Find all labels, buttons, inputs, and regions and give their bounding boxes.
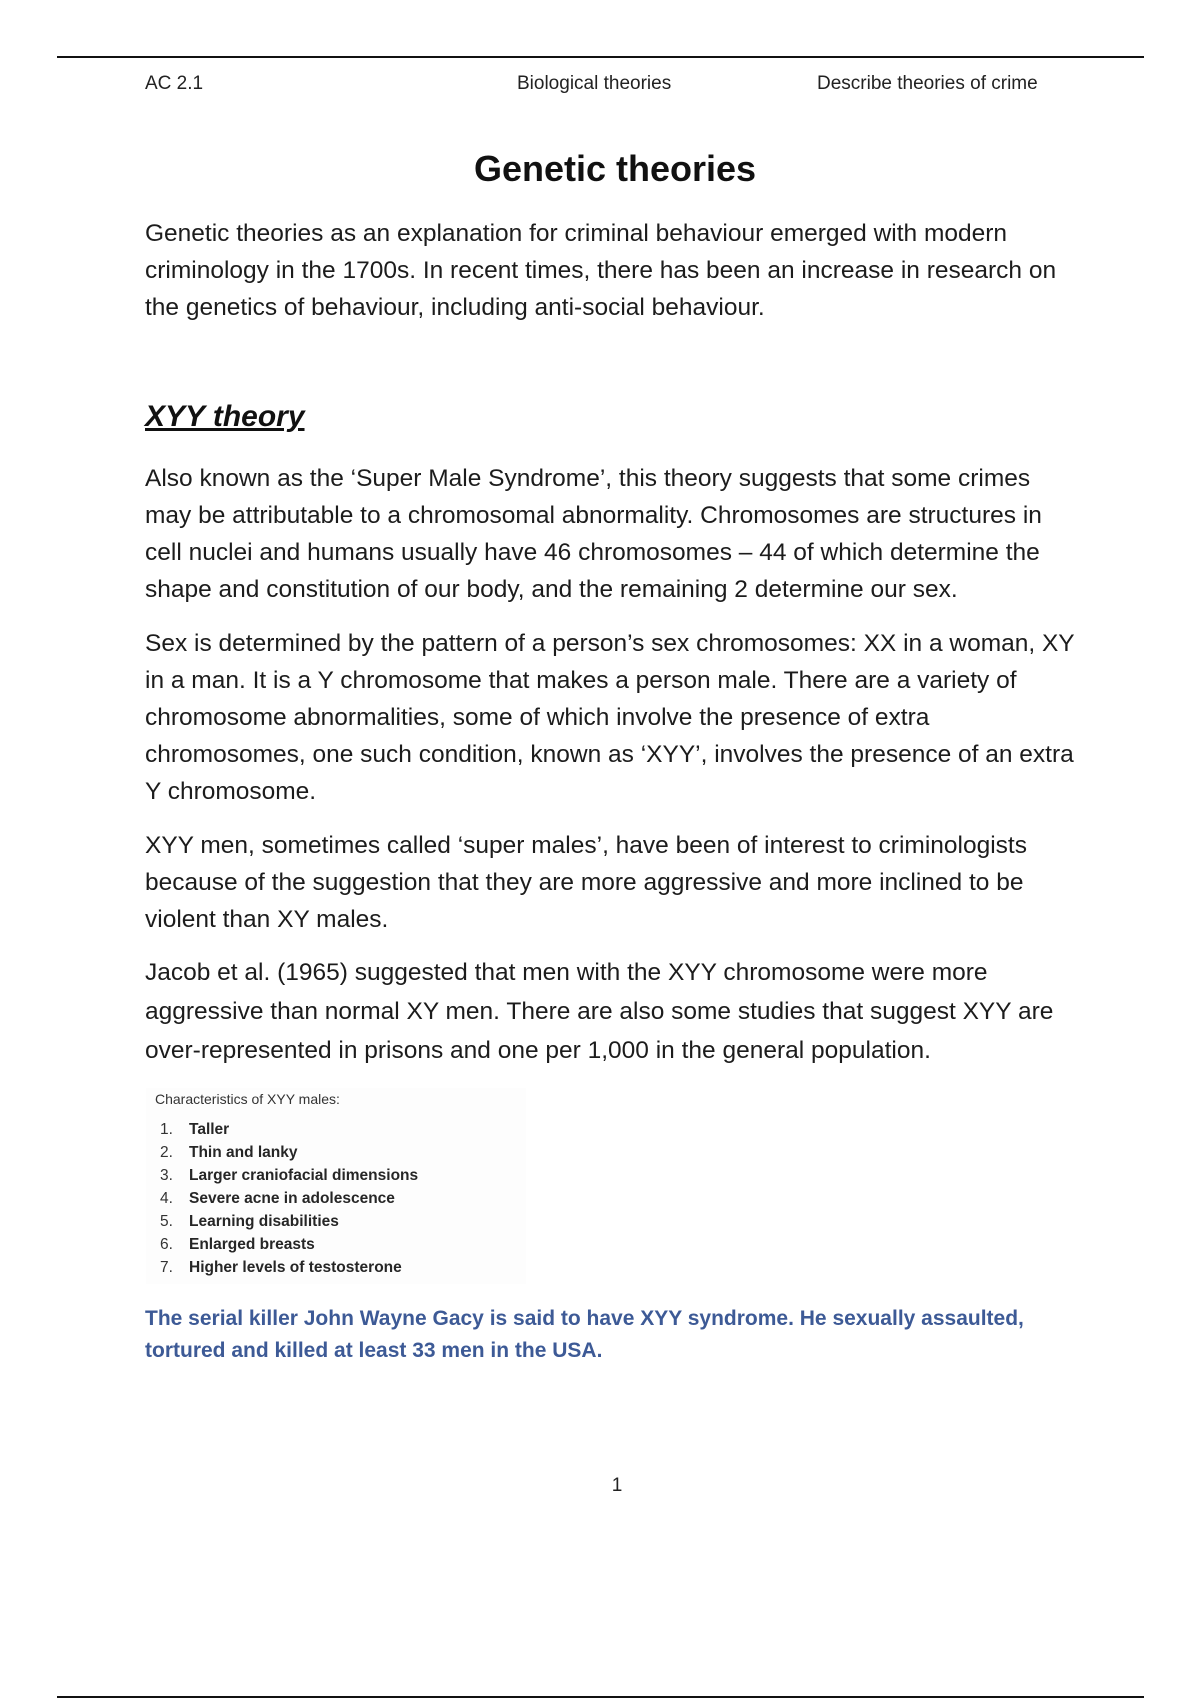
list-item-number: 6.	[160, 1236, 173, 1253]
intro-paragraph: Genetic theories as an explanation for criminal behaviour emerged with modern criminology in the 1700s. In recent times, there has been an increase in research on the genetics of behaviour, including anti-social behaviour.	[145, 220, 1057, 321]
list-item-text: Severe acne in adolescence	[189, 1190, 395, 1207]
list-item	[146, 1118, 418, 1141]
list-item-number: 4.	[160, 1190, 173, 1207]
highlight-note: The serial killer John Wayne Gacy is said to have XYY syndrome. He sexually assaulted, tortured and killed at least 33 men in the USA.	[145, 1307, 1024, 1362]
section-heading: XYY theory	[145, 400, 305, 433]
body-paragraph: XYY men, sometimes called ‘super males’, have been of interest to criminologists because of the suggestion that they are more aggressive and more inclined to be violent than XY males.	[145, 832, 1027, 933]
list-item	[146, 1256, 418, 1279]
list-item-text: Higher levels of testosterone	[189, 1259, 402, 1276]
list-item-number: 5.	[160, 1213, 173, 1230]
list-item	[146, 1210, 418, 1233]
list-item-number: 2.	[160, 1144, 173, 1161]
header-unit-code: AC 2.1	[145, 73, 204, 94]
characteristics-list	[146, 1118, 418, 1279]
body-paragraph: Also known as the ‘Super Male Syndrome’, this theory suggests that some crimes may be attributable to a chromosomal abnormality. Chromosomes are structures in cell nuclei and humans usually have 46 chromosomes – 44 of which determine the shape and constitution of our body, and the remaining 2 determine our sex.	[145, 465, 1042, 603]
characteristics-figure	[146, 1088, 526, 1284]
page-number: 1	[611, 1475, 623, 1496]
header-objective: Describe theories of crime	[817, 73, 1038, 94]
page-header	[145, 73, 1055, 99]
list-item-text: Enlarged breasts	[189, 1236, 315, 1253]
body-paragraph: Sex is determined by the pattern of a person’s sex chromosomes: XX in a woman, XY in a man. It is a Y chromosome that makes a person male. There are a variety of chromosome abnormalities, some of which involve the presence of extra chromosomes, one such condition, known as ‘XYY’, involves the presence of an extra Y chromosome.	[145, 630, 1075, 805]
page-title: Genetic theories	[473, 148, 757, 189]
list-item	[146, 1187, 418, 1210]
body-paragraph: Jacob et al. (1965) suggested that men with the XYY chromosome were more aggressive than normal XY men. There are also some studies that suggest XYY are over-represented in prisons and one per 1,000 in the general population.	[145, 959, 1054, 1064]
list-item-number: 7.	[160, 1259, 173, 1276]
list-item-text: Thin and lanky	[189, 1144, 298, 1161]
list-item	[146, 1141, 418, 1164]
list-item-number: 1.	[160, 1121, 173, 1138]
header-rule	[57, 56, 1144, 58]
list-item	[146, 1164, 418, 1187]
list-item-text: Learning disabilities	[189, 1213, 339, 1230]
footer-rule	[57, 1696, 1144, 1698]
characteristics-title: Characteristics of XYY males:	[155, 1091, 340, 1107]
list-item	[146, 1233, 418, 1256]
list-item-number: 3.	[160, 1167, 173, 1184]
header-topic: Biological theories	[517, 73, 672, 94]
list-item-text: Taller	[189, 1121, 230, 1138]
list-item-text: Larger craniofacial dimensions	[189, 1167, 419, 1184]
